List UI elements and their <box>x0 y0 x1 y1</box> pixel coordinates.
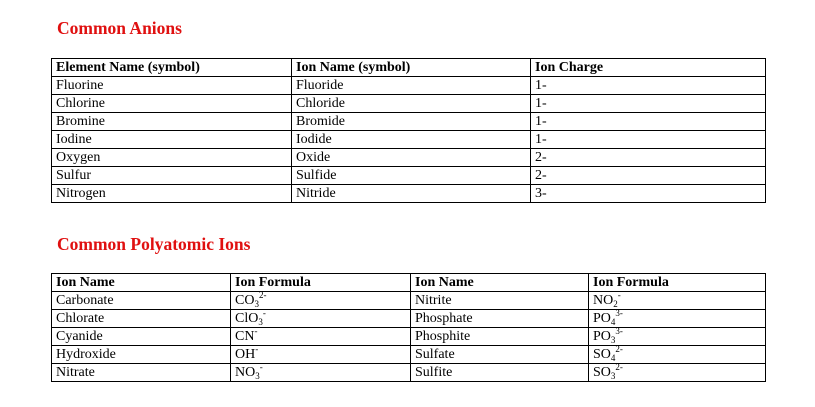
ion-charge: 1- <box>531 131 766 149</box>
ion-charge: 2- <box>531 149 766 167</box>
formula-subscript: 4 <box>610 316 616 327</box>
table-row <box>52 149 766 167</box>
polyatomic-heading: Common Polyatomic Ions <box>57 234 251 254</box>
ion-name: Hydroxide <box>52 346 231 364</box>
formula-base: SO <box>593 346 611 362</box>
ion-formula <box>589 328 766 346</box>
header-ion-charge: Ion Charge <box>531 59 766 77</box>
table-row <box>52 131 766 149</box>
header-ion-formula-1: Ion Formula <box>231 274 411 292</box>
formula-base: SO <box>593 364 611 380</box>
ion-formula <box>589 310 766 328</box>
ion-name: Sulfite <box>411 364 589 382</box>
ion-formula <box>589 346 766 364</box>
formula-base: NO <box>235 364 256 380</box>
formula-charge: 2- <box>615 363 623 372</box>
element-name: Nitrogen <box>52 185 292 203</box>
element-name: Sulfur <box>52 167 292 185</box>
ion-name: Sulfide <box>292 167 531 185</box>
formula-base: CN <box>235 328 255 344</box>
ion-formula <box>231 346 411 364</box>
formula-subscript: 3 <box>254 298 259 309</box>
formula-subscript: 3 <box>610 334 616 345</box>
ion-name: Phosphate <box>411 310 589 328</box>
polyatomic-table <box>51 273 766 382</box>
ion-formula <box>231 310 411 328</box>
polyatomic-header-row <box>52 274 766 292</box>
element-name: Oxygen <box>52 149 292 167</box>
ion-name: Oxide <box>292 149 531 167</box>
ion-formula <box>231 328 411 346</box>
anions-heading: Common Anions <box>57 18 182 38</box>
ion-formula <box>231 292 411 310</box>
ion-name: Nitride <box>292 185 531 203</box>
ion-name: Sulfate <box>411 346 589 364</box>
ion-formula <box>589 364 766 382</box>
formula-charge: 2- <box>615 345 623 354</box>
table-row <box>52 77 766 95</box>
ion-charge: 2- <box>531 167 766 185</box>
anions-table <box>51 58 766 203</box>
formula-subscript: 4 <box>610 352 616 363</box>
ion-name: Bromide <box>292 113 531 131</box>
ion-name: Fluoride <box>292 77 531 95</box>
ion-name: Carbonate <box>52 292 231 310</box>
ion-charge: 1- <box>531 113 766 131</box>
table-row <box>52 167 766 185</box>
ion-name: Cyanide <box>52 328 231 346</box>
formula-charge: - <box>255 345 259 354</box>
header-element-name: Element Name (symbol) <box>52 59 292 77</box>
formula-base: CO <box>235 292 255 308</box>
header-ion-name-1: Ion Name <box>52 274 231 292</box>
table-row <box>52 95 766 113</box>
formula-base: PO <box>593 328 611 344</box>
anions-header-row <box>52 59 766 77</box>
formula-charge: 2- <box>258 291 267 300</box>
formula-subscript: 3 <box>255 370 260 381</box>
element-name: Bromine <box>52 113 292 131</box>
formula-charge: - <box>259 363 263 372</box>
ion-formula <box>589 292 766 310</box>
table-row <box>52 328 766 346</box>
table-row <box>52 113 766 131</box>
table-row <box>52 292 766 310</box>
element-name: Fluorine <box>52 77 292 95</box>
ion-name: Nitrite <box>411 292 589 310</box>
header-ion-name-2: Ion Name <box>411 274 589 292</box>
formula-subscript: 2 <box>613 298 618 309</box>
ion-name: Chloride <box>292 95 531 113</box>
ion-name: Nitrate <box>52 364 231 382</box>
formula-base: ClO <box>235 310 259 326</box>
ion-name: Chlorate <box>52 310 231 328</box>
formula-charge: 3- <box>615 327 623 336</box>
table-row <box>52 185 766 203</box>
table-row <box>52 346 766 364</box>
header-ion-formula-2: Ion Formula <box>589 274 766 292</box>
element-name: Chlorine <box>52 95 292 113</box>
formula-base: OH <box>235 346 256 362</box>
table-row <box>52 310 766 328</box>
formula-charge: - <box>262 309 266 318</box>
ion-charge: 3- <box>531 185 766 203</box>
formula-charge: - <box>254 327 258 336</box>
formula-base: PO <box>593 310 611 326</box>
formula-charge: - <box>617 291 621 300</box>
ion-charge: 1- <box>531 95 766 113</box>
ion-charge: 1- <box>531 77 766 95</box>
formula-subscript: 3 <box>258 316 263 327</box>
table-row <box>52 364 766 382</box>
ion-name: Iodide <box>292 131 531 149</box>
ion-name: Phosphite <box>411 328 589 346</box>
formula-charge: 3- <box>615 309 623 318</box>
ion-formula <box>231 364 411 382</box>
element-name: Iodine <box>52 131 292 149</box>
formula-base: NO <box>593 292 614 308</box>
formula-subscript: 3 <box>610 370 616 381</box>
header-ion-name: Ion Name (symbol) <box>292 59 531 77</box>
